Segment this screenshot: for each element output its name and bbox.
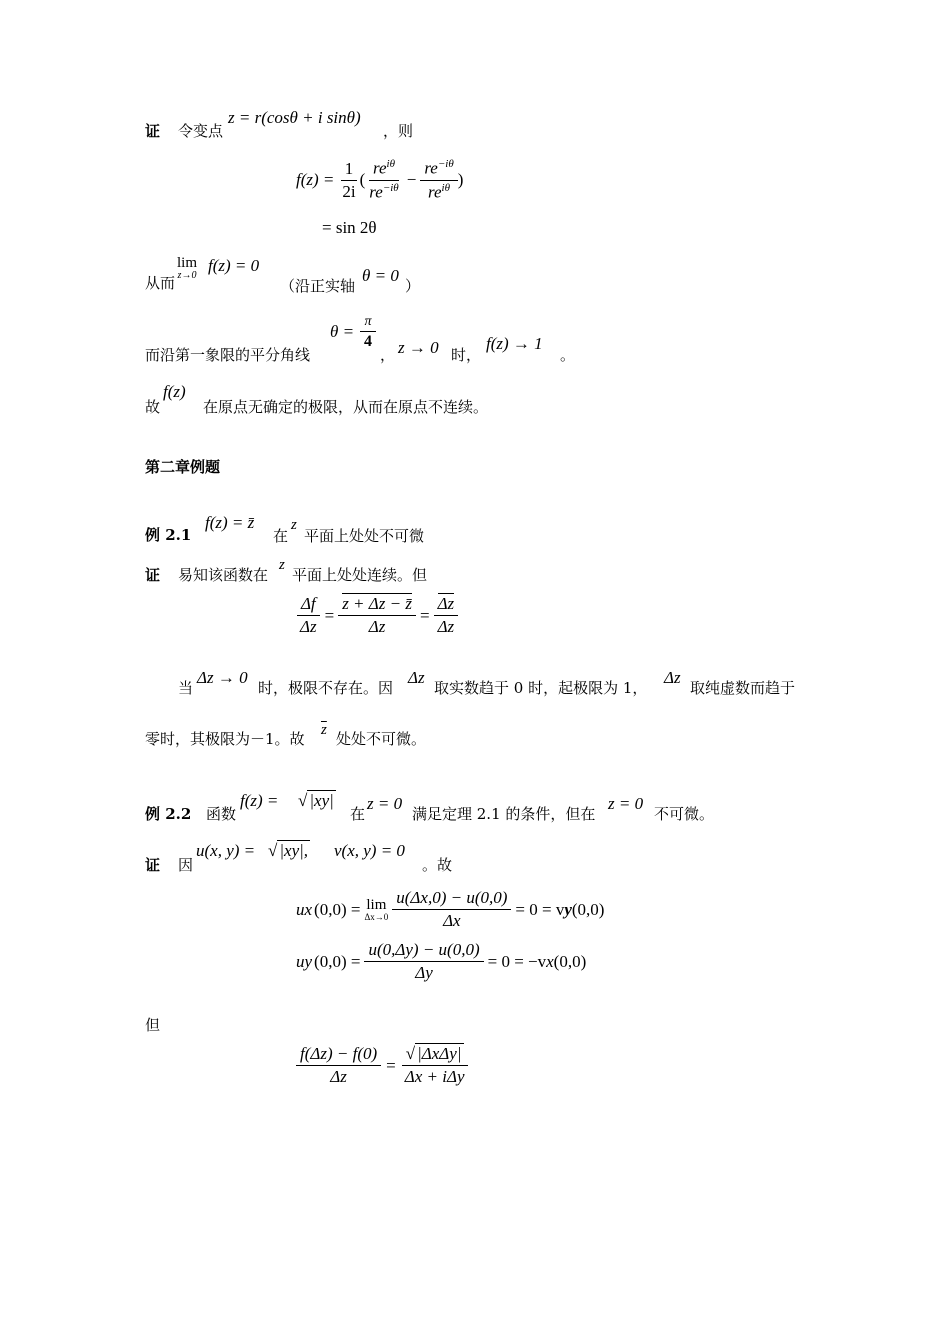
frac2 [420, 158, 457, 202]
ex21-rest: 平面上处处不可微 [304, 527, 425, 545]
frac2-num: re [424, 158, 438, 178]
conj-fraction [338, 594, 416, 637]
lim-word: lim [177, 255, 198, 271]
final-quotient [296, 1044, 469, 1087]
ex21-label: 例 2.1 [145, 526, 192, 544]
ux-rhs-arg: (0,0) [571, 899, 605, 919]
eq2: = [419, 605, 430, 625]
final-eq: = [386, 1055, 396, 1075]
ratio-fraction [434, 594, 459, 637]
minus-sign: − [406, 170, 417, 190]
ux-lim-word: lim [366, 896, 387, 913]
uy-rhs-sub: x [546, 951, 554, 971]
ex22-u-def: u(x, y) = [196, 841, 256, 860]
paren-close: ) [457, 170, 464, 190]
ux-u: u [296, 899, 305, 919]
ex22-mid: 满足定理 2.1 的条件，但在 [412, 805, 596, 823]
conclusion-gu: 故 [145, 398, 161, 416]
uy-num: u(0,Δy) − u(0,0) [364, 940, 483, 962]
ex21-line1-mid2: 取实数趋于 0 时，起极限为 1， [434, 679, 648, 697]
df-dz-fraction [296, 594, 321, 637]
ex22-end: 不可微。 [654, 805, 715, 823]
ex22-v-def: v(x, y) = 0 [334, 841, 405, 860]
ex22-dan: 但 [145, 1016, 161, 1034]
conclusion-text: 在原点无确定的极限，从而在原点不连续。 [203, 398, 489, 416]
ex21-proof-z: z [279, 557, 285, 573]
ex22-label: 例 2.2 [145, 805, 192, 823]
frac1-den-exp: −iθ [382, 181, 399, 194]
ux-lim [364, 898, 388, 922]
ex21-line2-end: 处处不可微。 [336, 730, 427, 748]
uy-u: u [296, 951, 305, 971]
ux-arg: (0,0) = [314, 899, 361, 919]
conclusion-f: f(z) [163, 382, 186, 401]
final-left-den: Δz [330, 1067, 347, 1086]
final-left-fraction [296, 1044, 381, 1087]
frac2-den-exp: iθ [441, 181, 451, 194]
ex21-line2-start: 零时，其极限为－1。故 [145, 730, 305, 748]
uy-rhs: = 0 = −v [487, 951, 547, 971]
final-right-fraction: $\frac{\text{√ |ΔxΔy|}}{\text{Δx + iΔy}}$ [401, 1044, 469, 1087]
four: 4 [364, 333, 372, 350]
ux-lim-sub: Δx→0 [364, 911, 389, 922]
df: Δf [297, 594, 320, 616]
paren-open: ( [359, 170, 366, 190]
ex22-f-expr: f(z) = [240, 791, 279, 810]
f-to-1: f(z) → 1 [486, 334, 543, 353]
ex21-line1-dz: Δz [408, 668, 425, 687]
z-to-0: z → 0 [398, 338, 439, 357]
frac2-num-exp: −iθ [437, 158, 454, 170]
ux-num: u(Δx,0) − u(0,0) [392, 888, 511, 910]
ex21-zai: 在 [273, 527, 289, 545]
along-real-open: （沿正实轴 [280, 277, 356, 295]
ex21-z: z [291, 517, 297, 533]
then-text: ，则 [383, 122, 414, 140]
ex22-hanshu: 函数 [206, 805, 237, 823]
final-left-num: f(Δz) − f(0) [296, 1044, 381, 1066]
uy-sub: y [304, 951, 313, 971]
half-den: 2i [342, 181, 356, 201]
ex22-z-eq-0: z = 0 [367, 794, 403, 813]
frac1-den: re [369, 182, 383, 202]
ex21-line2-z: $\overline{z}$ [321, 722, 327, 738]
ex22-u-sqrt-arg: xy [284, 841, 300, 860]
conj-num: z + Δz − z̄ [342, 594, 412, 613]
ex22-sqrt-arg: xy [314, 791, 330, 810]
uy-rhs-arg: (0,0) [553, 951, 587, 971]
comma1: ， [380, 346, 396, 364]
theta-zero: θ = 0 [362, 266, 399, 285]
lim-expr: f(z) = 0 [208, 256, 260, 275]
ex21-line1-end: 取纯虚数而趋于 [690, 679, 796, 697]
ex21-proof-label: 证 [145, 566, 161, 584]
sqrt-sign: √ [298, 791, 308, 810]
shi-text: 时， [451, 346, 482, 364]
final-right-den: Δx + iΔy [404, 1067, 465, 1086]
f-lhs: f(z) = [296, 170, 335, 190]
ratio-num: Δz [437, 594, 455, 613]
ex21-dz-to-0: Δz → 0 [197, 668, 248, 687]
uy-arg: (0,0) = [314, 951, 361, 971]
ux-sub: x [304, 899, 313, 919]
ex22-yin: 因 [178, 856, 194, 874]
frac1 [365, 158, 402, 202]
dz: Δz [300, 617, 317, 636]
ux-rhs: = 0 = v [515, 899, 565, 919]
ex21-expr: f(z) = z̄ [205, 513, 255, 532]
ex21-line1-dz2: Δz [664, 668, 681, 687]
uy-den: Δy [415, 963, 433, 982]
z-polar-formula: z = r(cosθ + i sinθ) [228, 108, 361, 127]
uy-fraction [364, 940, 483, 983]
period: 。 [560, 346, 576, 364]
ex21-difference-quotient [296, 594, 458, 637]
hence-text: 从而 [145, 274, 176, 292]
ex21-dang: 当 [178, 679, 194, 697]
lim-sub: z→0 [177, 270, 197, 281]
proof-intro-text: 令变点 [178, 122, 224, 140]
ux-fraction [392, 888, 511, 931]
ex22-zai: 在 [350, 805, 366, 823]
pi: π [360, 314, 375, 332]
ex21-line1-mid: 时，极限不存在。因 [258, 679, 394, 697]
eq1: = [324, 605, 335, 625]
chapter-title: 第二章例题 [145, 458, 221, 476]
sin-result: = sin 2θ [322, 218, 377, 237]
frac1-num: re [373, 158, 387, 178]
half-fraction [338, 159, 359, 202]
ux-den: Δx [443, 911, 461, 930]
bisector-text: 而沿第一象限的平分角线 [145, 346, 311, 364]
ex22-u-sqrt: √ |xy|, [268, 841, 309, 860]
frac1-num-exp: iθ [386, 158, 395, 170]
ux-rhs-sub: y [564, 899, 572, 919]
final-right-num: ΔxΔy [421, 1044, 457, 1063]
lim-operator [177, 256, 197, 281]
ex21-proof-intro: 易知该函数在 [178, 566, 269, 584]
along-real-close: ） [405, 277, 421, 295]
ux-equation [296, 888, 604, 931]
ex22-proof-label: 证 [145, 856, 161, 874]
half-num: 1 [341, 159, 358, 181]
frac2-den: re [428, 182, 442, 202]
proof-label: 证 [145, 122, 161, 140]
ex22-sqrt: √ |xy| [298, 791, 334, 810]
uy-equation [296, 940, 586, 983]
pi-over-4 [360, 314, 376, 351]
ex21-proof-rest: 平面上处处连续。但 [292, 566, 428, 584]
ratio-den: Δz [437, 617, 455, 636]
f-z-formula [296, 158, 463, 202]
conj-den: Δz [368, 617, 386, 636]
ex22-gu: 。故 [422, 856, 453, 874]
theta-eq: θ = [330, 322, 355, 341]
ex22-z-eq-0b: z = 0 [608, 794, 644, 813]
